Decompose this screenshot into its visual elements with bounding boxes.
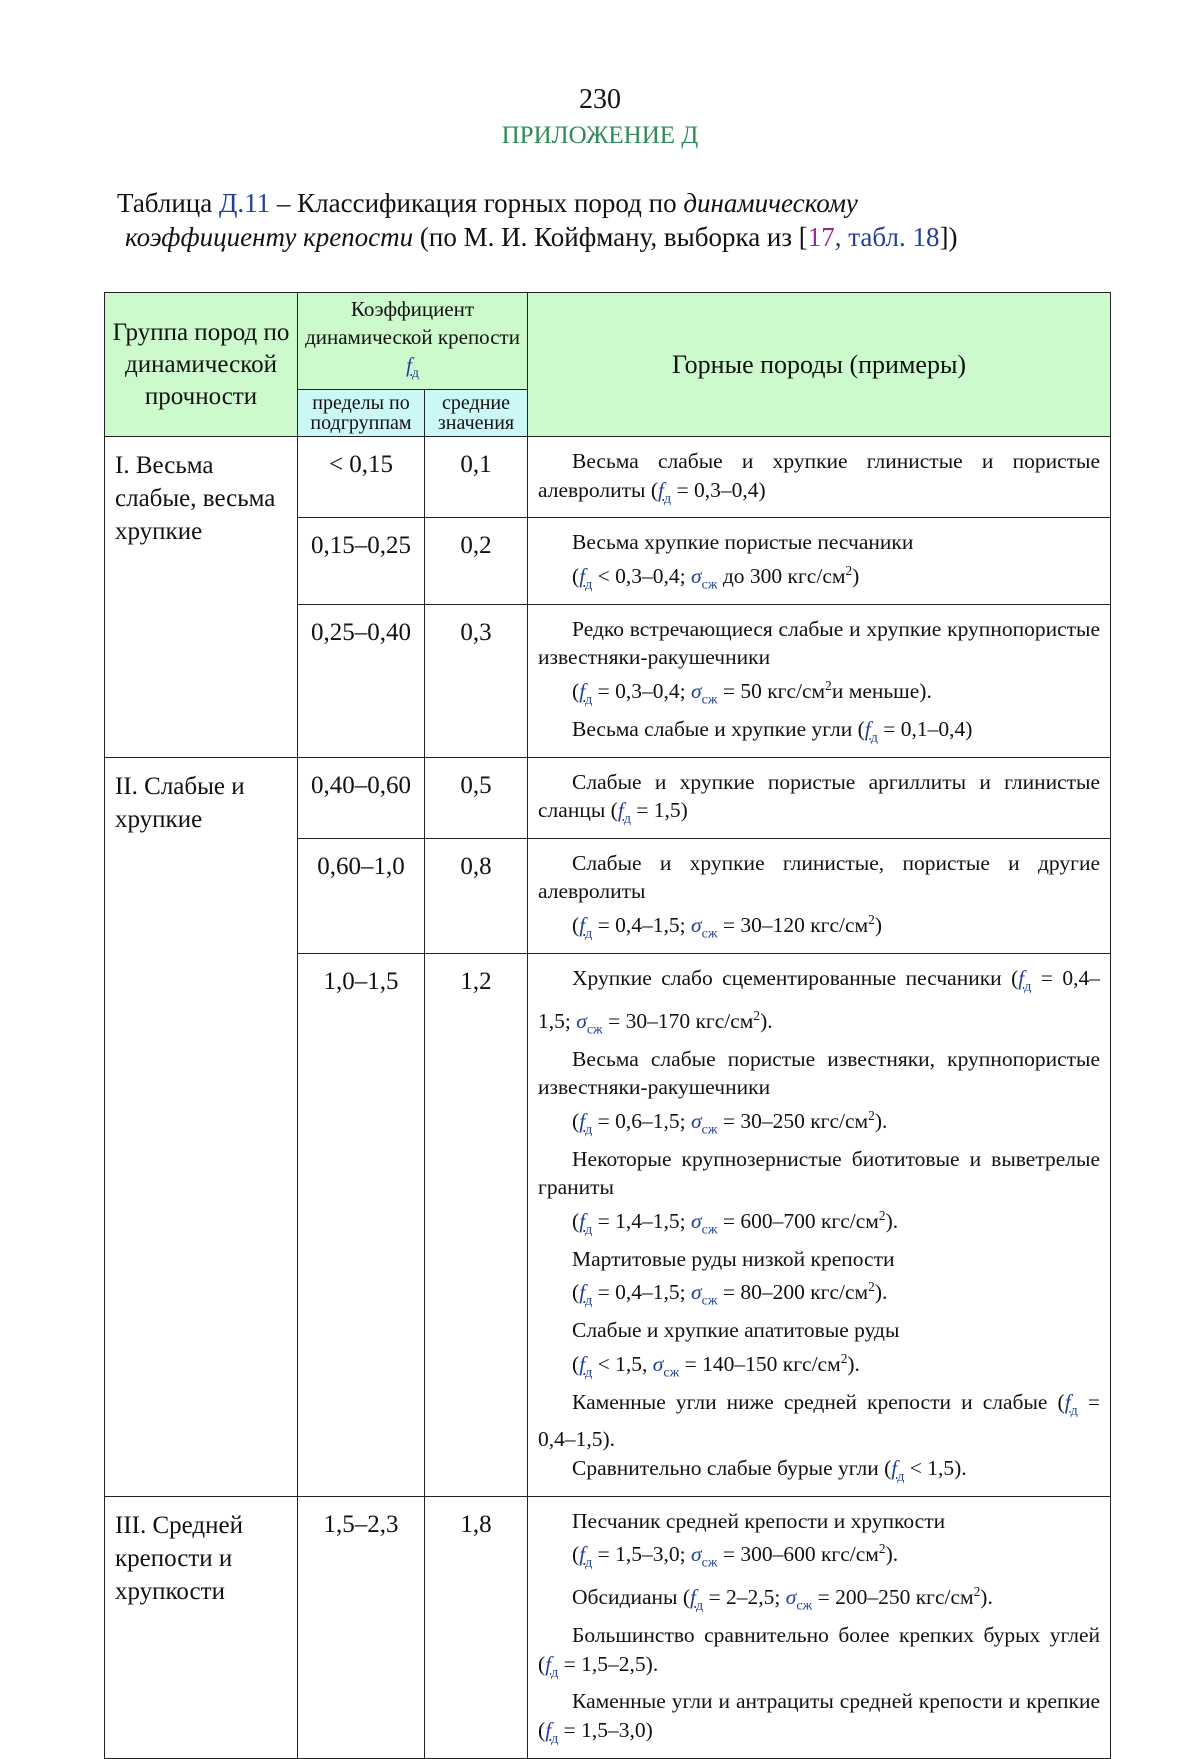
fd-symbol: $f_д$ xyxy=(864,716,878,746)
example-line: ($f_д = 0,3-0,4$; $\sigma_{сж} = 50$ кгс/$см^2и$ меньше). xyxy=(572,677,932,708)
sigma-symbol: $\sigma_{сж}$ xyxy=(691,1280,718,1309)
sigma-symbol: $\sigma_{сж}$ xyxy=(691,679,718,708)
fd-symbol: $f_д$ xyxy=(690,1585,704,1614)
limits-value: 1,5–2,3 xyxy=(298,1496,425,1758)
rock-examples xyxy=(528,518,1111,604)
rock-examples xyxy=(528,838,1111,953)
example-line: ($f_д = 0,4-1,5$; $\sigma_{сж} = 30-120$ кгс/$см^2$) xyxy=(572,911,883,942)
rock-examples xyxy=(528,757,1111,838)
example-line: Большинство сравнительно более крепких бурых углей $(f_д = 1,5-2,5)$. xyxy=(538,1623,1101,1680)
fd-symbol: $f_д$ xyxy=(579,1542,593,1571)
example-line: ($f_д = 0,4-1,5$; $\sigma_{сж} = 80-200$ кгс/$см^2$). xyxy=(572,1279,888,1309)
example-line: Весьма слабые и хрупкие угли $(f_д = 0,1-0,4)$ xyxy=(572,716,973,746)
limits-value: 0,40–0,60 xyxy=(298,757,425,838)
limits-value: 0,15–0,25 xyxy=(298,518,425,604)
example-line: Хрупкие слабо сцементированные песчаники ($f_д = 0,4-1,5$; $\sigma_{сж} = 30-170$ кгс/$см^2$). xyxy=(538,965,1100,1038)
mean-value: 0,5 xyxy=(425,757,528,838)
rock-examples xyxy=(528,1496,1111,1758)
example-line: Весьма слабые и хрупкие глинистые и пористые алевролиты $(f_д = 0,3-0,4)$ xyxy=(538,449,1101,506)
header-group: Группа пород по динамической прочности xyxy=(105,293,298,437)
mean-value: 0,3 xyxy=(425,604,528,757)
sigma-symbol: $\sigma_{сж}$ xyxy=(691,1542,718,1571)
rock-classification-table xyxy=(104,292,1111,1759)
example-line: Слабые и хрупкие пористые аргиллиты и глинистые сланцы $(f_д = 1,5)$ xyxy=(538,769,1101,827)
sigma-symbol: $\sigma_{сж}$ xyxy=(691,913,718,942)
appendix-heading: ПРИЛОЖЕНИЕ Д xyxy=(501,122,699,149)
table-row xyxy=(105,1496,1111,1758)
sigma-symbol: $\sigma_{сж}$ xyxy=(785,1585,813,1614)
example-line: Песчаник средней крепости и хрупкости xyxy=(572,1508,946,1533)
rock-examples xyxy=(528,953,1111,1496)
fd-symbol: $f_д$ xyxy=(1064,1389,1078,1418)
example-line: ($f_д < 1,5$, $\sigma_{сж} = 140-150$ кгс/$см^2$). xyxy=(572,1350,860,1380)
page-number: 230 xyxy=(579,84,621,115)
header-mean: средние значения xyxy=(425,390,528,437)
fd-symbol: $f_д$ xyxy=(545,1651,559,1680)
example-line: Сравнительно слабые бурые угли $(f_д < 1,5)$. xyxy=(572,1455,967,1485)
group-name: II. Слабые и хрупкие xyxy=(105,757,298,1496)
fd-symbol: $f_д$ xyxy=(579,679,593,708)
limits-value: < 0,15 xyxy=(298,437,425,518)
example-line: ($f_д = 0,6-1,5$; $\sigma_{сж} = 30-250$ кгс/$см^2$). xyxy=(572,1107,888,1138)
mean-value: 0,8 xyxy=(425,838,528,953)
fd-symbol: $f_д$ xyxy=(579,1208,593,1238)
example-line: ($f_д = 1,4-1,5$; $\sigma_{сж} = 600-700$ кгс/$см^2$). xyxy=(572,1207,899,1238)
limits-value: 0,60–1,0 xyxy=(298,838,425,953)
example-line: Обсидианы ($f_д = 2-2,5$; $\sigma_{сж} = 200-250$ кгс/$см^2$). xyxy=(572,1584,993,1614)
limits-value: 1,0–1,5 xyxy=(298,953,425,1496)
example-line: Редко встречающиеся слабые и хрупкие крупнопористые известняки-ракушечники xyxy=(538,616,1101,670)
limits-value: 0,25–0,40 xyxy=(298,604,425,757)
fd-symbol: $f_д$ xyxy=(891,1455,905,1485)
example-line: Весьма слабые пористые известняки, крупнопористые известняки-ракушечники xyxy=(538,1046,1101,1100)
sigma-symbol: $\sigma_{сж}$ xyxy=(652,1351,680,1380)
rock-examples xyxy=(528,604,1111,757)
table-ref-link[interactable]: Д.11 xyxy=(218,188,271,218)
example-line: Весьма хрупкие пористые песчаники xyxy=(572,530,914,555)
example-line: Мартитовые руды низкой крепости xyxy=(572,1246,895,1271)
fd-symbol: $f_д$ xyxy=(579,1351,593,1380)
fd-symbol: $f_д$ xyxy=(658,477,672,506)
example-line: Слабые и хрупкие глинистые, пористые и другие алевролиты xyxy=(538,850,1101,904)
fd-symbol: $f_д$ xyxy=(579,1280,593,1309)
example-line: Некоторые крупнозернистые биотитовые и выветрелые граниты xyxy=(538,1146,1101,1200)
fd-symbol: $f_д$ xyxy=(617,798,631,827)
example-line: ($f_д = 1,5-3,0$; $\sigma_{сж} = 300-600$ кгс/$см^2$). xyxy=(572,1541,899,1571)
example-line: Каменные угли и антрациты средней крепости и крепкие $(f_д = 1,5-3,0)$ xyxy=(538,1689,1101,1747)
reference-table-link[interactable]: табл. 18 xyxy=(848,222,940,252)
sigma-symbol: $\sigma_{сж}$ xyxy=(691,1208,718,1238)
sigma-symbol: $\sigma_{сж}$ xyxy=(691,1108,718,1138)
mean-value: 0,1 xyxy=(425,437,528,518)
header-rocks: Горные породы (примеры) xyxy=(528,293,1111,437)
fd-symbol: $f_д$ xyxy=(579,564,593,593)
example-line: Каменные угли ниже средней крепости и слабые $(f_д = 0,4-1,5)$. xyxy=(538,1389,1101,1452)
sigma-symbol: $\sigma_{сж}$ xyxy=(691,564,718,593)
table-row xyxy=(105,437,1111,518)
table-caption: Таблица Д.11 – Классификация горных пород по динамическому коэффициенту крепости (по М. И. Койфману, выборка из [17, табл. 18]) xyxy=(117,188,958,252)
table-row xyxy=(105,757,1111,838)
group-name: III. Средней крепости и хрупкости xyxy=(105,1496,298,1758)
group-name: I. Весьма слабые, весьма хрупкие xyxy=(105,437,298,758)
mean-value: 1,8 xyxy=(425,1496,528,1758)
sigma-symbol: $\sigma_{сж}$ xyxy=(576,1008,603,1038)
header-coefficient: Коэффициент динамической крепости $f_д$ xyxy=(298,293,528,390)
fd-symbol: $f_д$ xyxy=(579,1108,593,1138)
rock-examples xyxy=(528,437,1111,518)
fd-symbol: $f_д$ xyxy=(579,913,593,942)
fd-symbol: $f_д$ xyxy=(545,1717,559,1747)
example-line: ($f_д < 0,3-0,4$; $\sigma_{сж}$ до 300 кгс/$см^2$) xyxy=(572,562,860,593)
example-line: Слабые и хрупкие апатитовые руды xyxy=(572,1318,900,1343)
reference-link[interactable]: 17 xyxy=(807,222,835,252)
mean-value: 1,2 xyxy=(425,953,528,1496)
fd-symbol: $f_д$ xyxy=(1018,965,1032,995)
header-limits: пределы по подгруппам xyxy=(298,390,425,437)
mean-value: 0,2 xyxy=(425,518,528,604)
